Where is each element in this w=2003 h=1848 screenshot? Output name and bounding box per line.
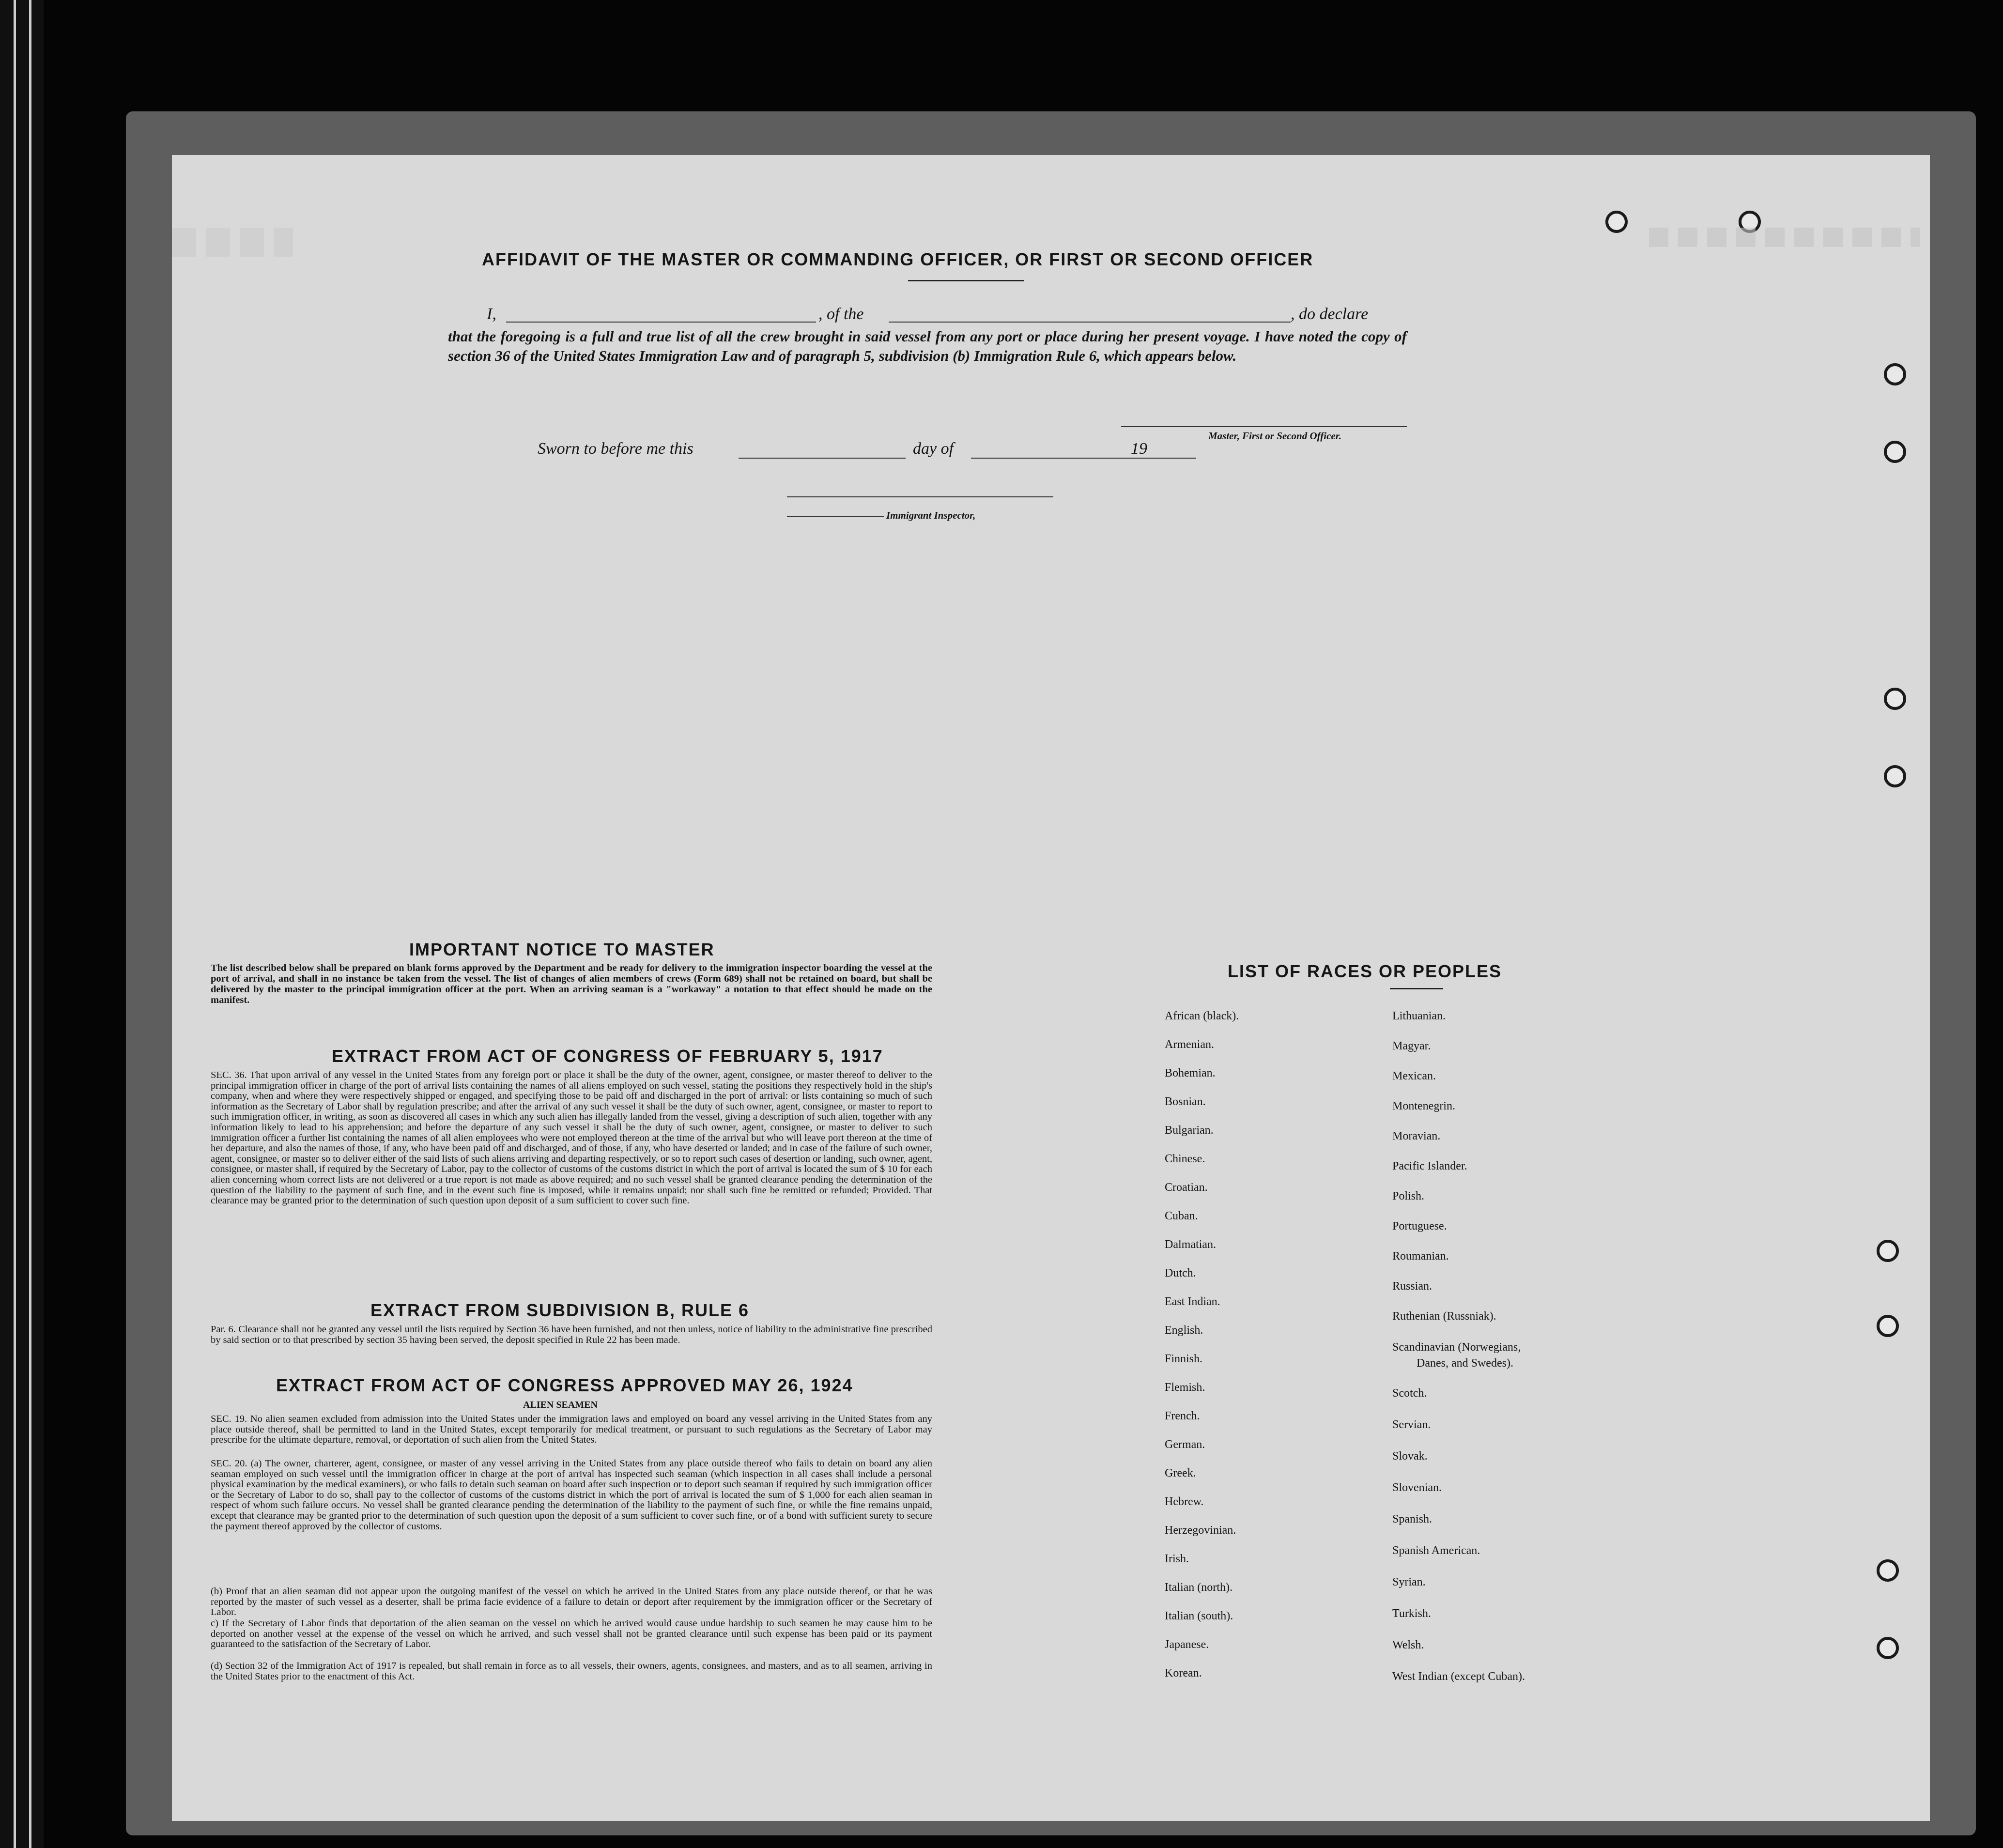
affidavit-declare-label: , do declare bbox=[1291, 305, 1369, 323]
race-item: Danes, and Swedes). bbox=[1417, 1357, 1513, 1370]
race-item: Slovak. bbox=[1392, 1450, 1428, 1463]
binder-hole-icon bbox=[1884, 765, 1906, 787]
race-item: Armenian. bbox=[1165, 1038, 1214, 1051]
binder-hole-icon bbox=[1884, 441, 1906, 463]
extract-1924-sec19: SEC. 19. No alien seamen excluded from admission into the United States under the immigration laws and employed on board any vessel arriving in the United States from any place outside thereof, shall be permitted to land in the United States, except temporarily for medical treatment, or pursuant to such regulations as the Secretary of Labor may prescribe for the ultimate departure, removal, or deportation of such alien from the United States. bbox=[211, 1414, 932, 1446]
bleed-through-mark bbox=[1649, 228, 1920, 247]
extract-1917-body: SEC. 36. That upon arrival of any vessel in the United States from any foreign port or place it shall be the duty of the owner, agent, consignee, or master thereof to deliver to the principal immigration officer in charge of the port of arrival lists containing the names of all aliens employed on such vessel, stating the positions they respectively hold in the ship's company, when and where they were respectively shipped or engaged, and specifying those to be paid off and discharged in the port of arrival: or lists containing so much of such information as the Secretary of Labor shall by regulation prescribe; and after the arrival of any such vessel it shall be the duty of such owner, agent, consignee, or master to report to such immigration officer, in writing, as soon as discovered all cases in which any such alien has illegally landed from the vessel, giving a description of such alien, together with any information likely to lead to his apprehension; and before the departure of any such vessel it shall be the duty of such owner, agent, consignee, or master to deliver to such immigration officer a further list containing the names of all alien employees who were not employed thereon at the time of the arrival but who will leave port thereon at the time of her departure, and also the names of those, if any, who have been paid off and discharged, and of those, if any, who have deserted or landed; and in case of the failure of such owner, agent, consignee, or master so to deliver either of the said lists of such aliens arriving and departing respectively, or so to report such cases of desertion or landing, such owner, agent, consignee, or master shall, if required by the Secretary of Labor, pay to the collector of customs of the customs district in which the port of arrival is located the sum of $ 10 for each alien concerning whom correct lists are not delivered or a true report is not made as above required; and no such vessel shall be granted clearance pending the determination of the question of the liability to the payment of such fine, and in the event such fine is imposed, while it remains unpaid; nor shall such fine be remitted or refunded; Provided. That clearance may be granted prior to the determination of such question upon deposit of a sum sufficient to cover such fine. bbox=[211, 1070, 932, 1206]
race-item: Moravian. bbox=[1392, 1130, 1441, 1142]
race-item: Irish. bbox=[1165, 1553, 1189, 1565]
race-item: Welsh. bbox=[1392, 1639, 1424, 1651]
sworn-month-line bbox=[971, 458, 1150, 459]
race-item: Servian. bbox=[1392, 1418, 1431, 1431]
inspector-line bbox=[787, 496, 1053, 497]
bleed-through-mark bbox=[172, 228, 293, 257]
binder-hole-icon bbox=[1877, 1315, 1899, 1337]
race-item: Dutch. bbox=[1165, 1267, 1196, 1279]
race-item: English. bbox=[1165, 1324, 1203, 1337]
race-item: Scandinavian (Norwegians, bbox=[1392, 1341, 1521, 1354]
race-item: Mexican. bbox=[1392, 1070, 1436, 1082]
race-item: Spanish American. bbox=[1392, 1544, 1480, 1557]
extract-1917-heading: EXTRACT FROM ACT OF CONGRESS OF FEBRUARY 5, 1917 bbox=[332, 1046, 883, 1066]
sworn-day-line bbox=[739, 458, 906, 459]
inspector-caption: Immigrant Inspector, bbox=[886, 509, 976, 521]
race-item: Turkish. bbox=[1392, 1607, 1431, 1620]
binder-hole-icon bbox=[1877, 1559, 1899, 1582]
race-item: Finnish. bbox=[1165, 1353, 1203, 1365]
race-item: Scotch. bbox=[1392, 1387, 1427, 1400]
notice-body: The list described below shall be prepared on blank forms approved by the Department and be ready for delivery to the immigration inspector boarding the vessel at the port of arrival, and shall in no instance be taken from the vessel. The list of changes of alien members of crews (Form 689) shall not be retained on board, but shall be delivered by the master to the principal immigration officer at the port. When an arriving seaman is a "workaway" a notation to that effect should be made on the manifest. bbox=[211, 963, 932, 1005]
day-of-label: day of bbox=[913, 440, 954, 458]
race-item: West Indian (except Cuban). bbox=[1392, 1670, 1525, 1683]
notice-heading: IMPORTANT NOTICE TO MASTER bbox=[409, 939, 715, 959]
heading-underline bbox=[908, 280, 1024, 281]
binder-hole-icon bbox=[1884, 688, 1906, 710]
race-item: Hebrew. bbox=[1165, 1495, 1204, 1508]
race-item: Roumanian. bbox=[1392, 1250, 1449, 1263]
extract-1924-sec20b: (b) Proof that an alien seaman did not appear upon the outgoing manifest of the vessel on which he arrived in the United States from any place outside thereof, or that he was reported by the master of such vessel as a deserter, shall be prima facie evidence of a failure to detain or deport after requirement by the immigration officer or the Secretary of Labor. bbox=[211, 1586, 932, 1618]
name-blank-line bbox=[506, 322, 816, 323]
race-item: Herzegovinian. bbox=[1165, 1524, 1236, 1537]
extract-1924-sec20d: (d) Section 32 of the Immigration Act of 1917 is repealed, but shall remain in force as to all vessels, their owners, agents, consignees, and masters, and as to all seamen, arriving in the United States prior to the enactment of this Act. bbox=[211, 1661, 932, 1682]
affidavit-heading: AFFIDAVIT OF THE MASTER OR COMMANDING OFFICER, OR FIRST OR SECOND OFFICER bbox=[482, 249, 1314, 269]
binder-hole-icon bbox=[1877, 1240, 1899, 1262]
race-item: Syrian. bbox=[1392, 1576, 1426, 1588]
race-item: East Indian. bbox=[1165, 1295, 1220, 1308]
signature-caption: Master, First or Second Officer. bbox=[1208, 430, 1341, 442]
extract-rule6-heading: EXTRACT FROM SUBDIVISION B, RULE 6 bbox=[370, 1300, 750, 1320]
race-item: African (black). bbox=[1165, 1010, 1239, 1022]
binder-edge bbox=[0, 0, 44, 1848]
race-item: Chinese. bbox=[1165, 1153, 1205, 1165]
race-item: Korean. bbox=[1165, 1667, 1202, 1679]
race-item: German. bbox=[1165, 1438, 1205, 1451]
race-item: Italian (south). bbox=[1165, 1610, 1233, 1622]
extract-rule6-body: Par. 6. Clearance shall not be granted any vessel until the lists required by Section 36 have been furnished, and not then unless, notice of liability to the administrative fine prescribed by said section or to that prescribed by section 35 having been served, the deposit specified in Rule 22 has been made. bbox=[211, 1324, 932, 1345]
race-item: Italian (north). bbox=[1165, 1581, 1233, 1594]
race-item: Pacific Islander. bbox=[1392, 1160, 1467, 1172]
race-item: French. bbox=[1165, 1410, 1200, 1422]
document-page bbox=[172, 155, 1930, 1821]
race-item: Dalmatian. bbox=[1165, 1238, 1216, 1251]
race-item: Russian. bbox=[1392, 1280, 1433, 1293]
vessel-blank-line bbox=[889, 322, 1291, 323]
signature-line bbox=[1121, 426, 1407, 427]
extract-1924-sec20: SEC. 20. (a) The owner, charterer, agent, consignee, or master of any vessel arriving in the United States from any place outside thereof who fails to detain on board any alien seaman employed on such vessel until the immigration officer in charge at the port of arrival has inspected such seaman (which inspection in all cases shall include a personal physical examination by the medical examiners), or who fails to detain such seaman on board after such inspection or to deport such seaman if required by such immigration officer or the Secretary of Labor to do so, shall pay to the collector of customs of the customs district in which the port of arrival is located the sum of $ 1,000 for each alien seaman in respect of whom such failure occurs. No vessel shall be granted clearance pending the determination of the liability to the payment of such fine, or while the fine remains unpaid, except that clearance may be granted prior to the determination of such question upon the deposit of a sum sufficient to cover such fine, or of a bond with sufficient surety to secure the payment thereof approved by the collector of customs. bbox=[211, 1458, 932, 1532]
binder-hole-icon bbox=[1605, 211, 1628, 233]
race-item: Ruthenian (Russniak). bbox=[1392, 1310, 1496, 1323]
race-item: Bohemian. bbox=[1165, 1067, 1216, 1079]
extract-1924-sec20c: c) If the Secretary of Labor finds that deportation of the alien seaman on the vessel on which he arrived would cause undue hardship to such seamen he may cause him to be deported on another vessel at the expense of the vessel on which he arrived, and such vessel shall not be granted clearance until such expense has been paid or its payment guaranteed to the satisfaction of the Secretary of Labor. bbox=[211, 1618, 932, 1650]
race-item: Lithuanian. bbox=[1392, 1010, 1446, 1022]
year-label: 19 bbox=[1131, 440, 1147, 458]
affidavit-body: that the foregoing is a full and true list of all the crew brought in said vessel from any port or place during her present voyage. I have noted the copy of section 36 of the United States Immigration Law and of paragraph 5, subdivision (b) Immigration Rule 6, which appears below. bbox=[448, 328, 1407, 364]
binder-hole-icon bbox=[1877, 1637, 1899, 1659]
races-underline bbox=[1390, 988, 1443, 989]
race-item: Croatian. bbox=[1165, 1181, 1208, 1194]
alien-seamen-subheading: ALIEN SEAMEN bbox=[523, 1400, 598, 1410]
race-item: Polish. bbox=[1392, 1190, 1425, 1202]
affidavit-i-label: I, bbox=[487, 305, 496, 323]
race-item: Portuguese. bbox=[1392, 1220, 1447, 1232]
race-item: Magyar. bbox=[1392, 1040, 1431, 1052]
races-heading: LIST OF RACES OR PEOPLES bbox=[1228, 961, 1502, 981]
race-item: Cuban. bbox=[1165, 1210, 1198, 1222]
sworn-year-line bbox=[1150, 458, 1196, 459]
binder-hole-icon bbox=[1884, 363, 1906, 385]
extract-1924-heading: EXTRACT FROM ACT OF CONGRESS APPROVED MAY 26, 1924 bbox=[276, 1375, 853, 1395]
affidavit-of-the-label: , of the bbox=[818, 305, 864, 323]
race-item: Greek. bbox=[1165, 1467, 1196, 1479]
sworn-label: Sworn to before me this bbox=[538, 440, 693, 458]
inspector-line-2 bbox=[787, 516, 884, 517]
race-item: Bulgarian. bbox=[1165, 1124, 1214, 1137]
race-item: Spanish. bbox=[1392, 1513, 1433, 1525]
race-item: Slovenian. bbox=[1392, 1481, 1442, 1494]
race-item: Japanese. bbox=[1165, 1638, 1209, 1651]
race-item: Montenegrin. bbox=[1392, 1100, 1455, 1112]
race-item: Bosnian. bbox=[1165, 1095, 1206, 1108]
race-item: Flemish. bbox=[1165, 1381, 1205, 1394]
